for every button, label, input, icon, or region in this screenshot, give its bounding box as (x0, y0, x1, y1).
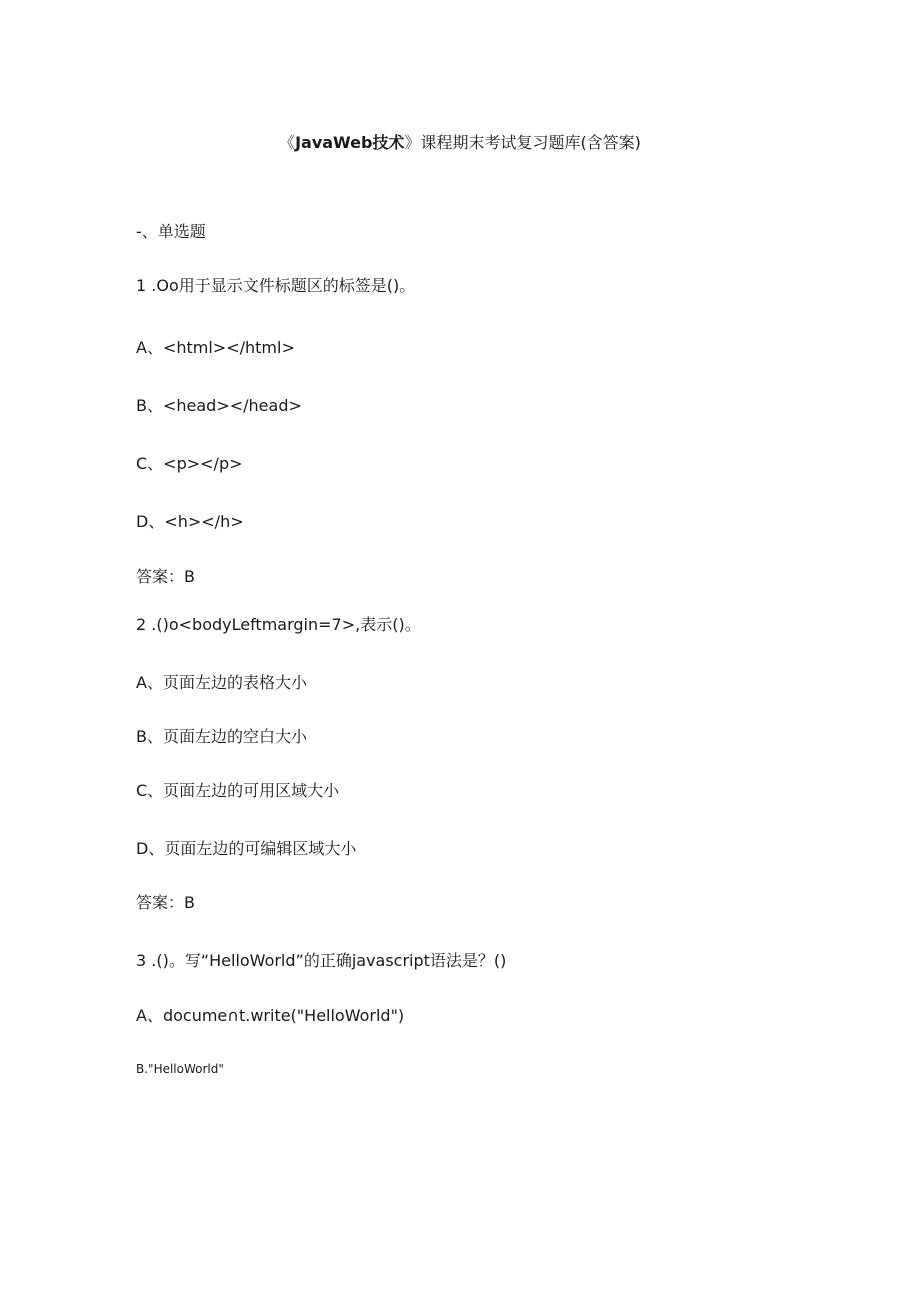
title-rest: 》课程期末考试复习题库(含答案) (404, 133, 641, 152)
question-2-stem: 2 .()o<bodyLeftmargin=7>,表示()。 (136, 615, 421, 634)
question-3-stem: 3 .()。写“HelloWorld”的正确javascript语法是？() (136, 951, 507, 970)
title-prefix: 《 (279, 133, 296, 152)
question-2-option-c: C、页面左边的可用区域大小 (136, 781, 340, 800)
question-1-option-b: B、<head></head> (136, 396, 302, 415)
question-2-answer: 答案：B (136, 893, 195, 912)
question-1-answer: 答案：B (136, 567, 195, 586)
question-2-option-a: A、页面左边的表格大小 (136, 673, 307, 692)
question-2-option-d: D、页面左边的可编辑区域大小 (136, 839, 357, 858)
question-2-option-b: B、页面左边的空白大小 (136, 727, 307, 746)
question-1-option-a: A、<html></html> (136, 338, 295, 357)
question-3-option-b: B."HelloWorld" (136, 1062, 224, 1076)
title-course-name: JavaWeb技术 (295, 133, 405, 152)
section-heading: -、单选题 (136, 222, 206, 241)
question-1-option-d: D、<h></h> (136, 512, 244, 531)
question-1-stem: 1 .Oo用于显示文件标题区的标签是()。 (136, 276, 416, 295)
question-1-option-c: C、<p></p> (136, 454, 243, 473)
question-3-option-a: A、docume∩t.write("HelloWorld") (136, 1006, 405, 1025)
document-title (0, 133, 920, 153)
